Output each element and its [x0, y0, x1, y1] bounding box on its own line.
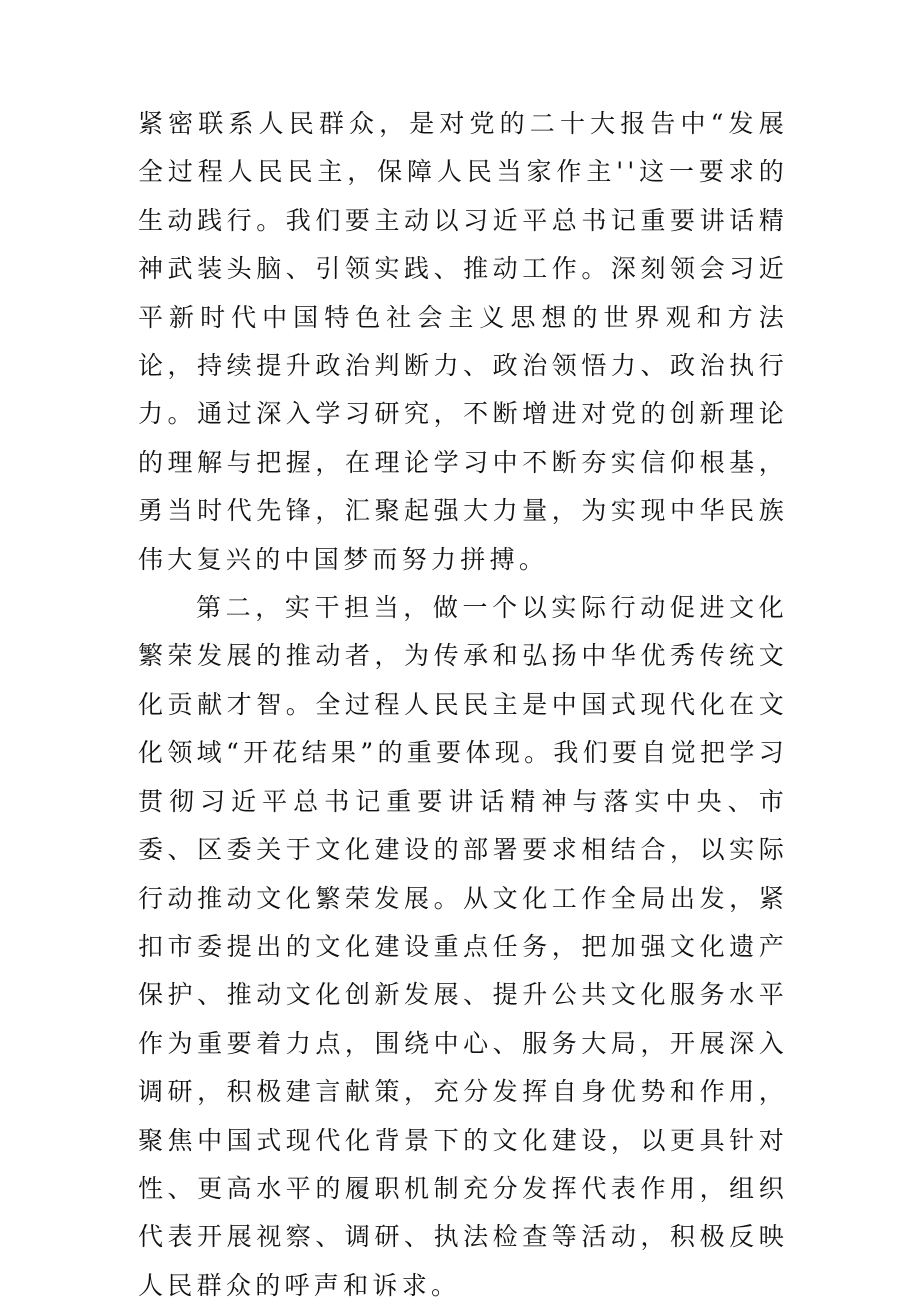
paragraph-1: 紧密联系人民群众，是对党的二十大报告中“发展全过程人民民主，保障人民当家作主''这一要求的生动践行。我们要主动以习近平总书记重要讲话精神武装头脑、引领实践、推动工作。深刻领会习近平新时代中国特色社会主义思想的世界观和方法论，持续提升政治判断力、政治领悟力、政治执行力。通过深入学习研究，不断增进对党的创新理论的理解与把握，在理论学习中不断夯实信仰根基，勇当时代先锋，汇聚起强大力量，为实现中华民族伟大复兴的中国梦而努力拼搏。	[138, 109, 788, 574]
paragraph-2: 第二，实干担当，做一个以实际行动促进文化繁荣发展的推动者，为传承和弘扬中华优秀传统文化贡献才智。全过程人民民主是中国式现代化在文化领域“开花结果”的重要体现。我们要自觉把学习贯彻习近平总书记重要讲话精神与落实中央、市委、区委关于文化建设的部署要求相结合，以实际行动推动文化繁荣发展。从文化工作全局出发，紧扣市委提出的文化建设重点任务，把加强文化遗产保护、推动文化创新发展、提升公共文化服务水平作为重要着力点，围绕中心、服务大局，开展深入调研，积极建言献策，充分发挥自身优势和作用，聚焦中国式现代化背景下的文化建设，以更具针对性、更高水平的履职机制充分发挥代表作用，组织代表开展视察、调研、执法检查等活动，积极反映人民群众的呼声和诉求。	[138, 593, 788, 1300]
document-body	[138, 100, 788, 1310]
